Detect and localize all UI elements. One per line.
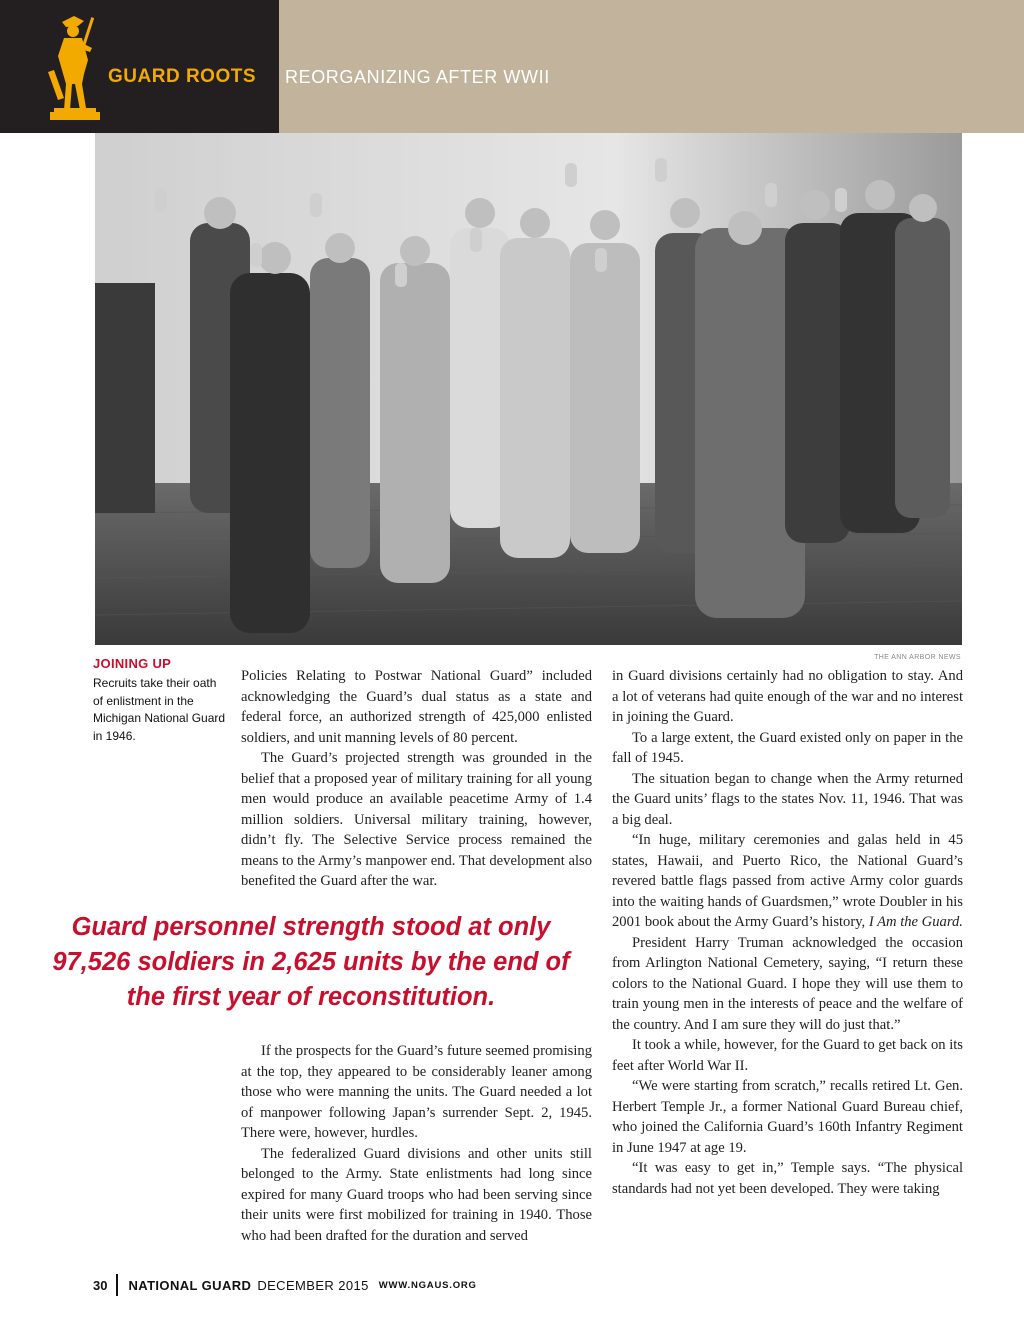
paragraph: Policies Relating to Postwar National Guard” included acknowledging the Guard’s dual status as a state and federal force, an authorized strength of 425,000 enlisted soldiers, and unit manning levels of 80 percent. [241,668,592,746]
paragraph: To a large extent, the Guard existed only on paper in the fall of 1945. [612,729,963,766]
paragraph: The federalized Guard divisions and other units still belonged to the Army. State enlistments had long since expired for many Guard troops who had been serving since their units were first mobilized for training in 1940. Those who had been drafted for the duration and served [241,1145,592,1244]
page-number: 30 [93,1277,108,1293]
caption-title: JOINING UP [93,656,172,671]
paragraph: The Guard’s projected strength was grounded in the belief that a proposed year of military training for all young men would produce an available peacetime Army of 1.4 million soldiers. Universal military training, however, didn’t fly. The Selective Service process remained the means to the Army’s manpower end. That development also benefited the Guard after the war. [241,750,592,889]
paragraph: in Guard divisions certainly had no obligation to stay. And a lot of veterans had quite enough of the war and no interest in joining the Guard. [612,668,963,725]
magazine-name: NATIONAL GUARD [128,1277,252,1293]
photo-credit: THE ANN ARBOR NEWS [874,654,961,661]
article-column-middle-top [241,666,592,892]
paragraph: It took a while, however, for the Guard to get back on its feet after World War II. [612,1037,963,1074]
paragraph: If the prospects for the Guard’s future seemed promising at the top, they appeared to be considerably leaner among those who were manning the units. The Guard needed a lot of manpower following Japan’s surrender Sept. 2, 1945. There were, however, hurdles. [241,1043,592,1141]
paragraph: “We were starting from scratch,” recalls retired Lt. Gen. Herbert Temple Jr., a former National Guard Bureau chief, who joined the California Guard’s 160th Infantry Regiment in June 1947 at age 19. [612,1078,963,1156]
issue-date: DECEMBER 2015 [257,1277,369,1293]
paragraph: President Harry Truman acknowledged the occasion from Arlington National Cemetery, saying, “I return these colors to the National Guard. I hope they will use them to train young men in the interests of peace and the welfare of the country. And I am sure they will do just that.” [612,934,963,1033]
article-column-middle-bottom [241,1041,592,1246]
caption-text: Recruits take their oath of enlistment in the Michigan National Guard in 1946. [93,676,226,743]
paragraph: The situation began to change when the Army returned the Guard units’ flags to the states Nov. 11, 1946. That was a big deal. [612,770,963,828]
page-footer [93,1275,477,1295]
section-subtitle: REORGANIZING AFTER WWII [285,67,550,87]
paragraph: “It was easy to get in,” Temple says. “The physical standards had not yet been developed. They were taking [612,1160,963,1197]
pull-quote: Guard personnel strength stood at only 97,526 soldiers in 2,625 units by the end of the first year of reconstitution. [52,913,570,1011]
website-link[interactable]: WWW.NGAUS.ORG [378,1279,477,1291]
section-label: GUARD ROOTS [108,66,256,87]
paragraph-with-book-title [612,830,963,933]
footer-divider [116,1274,118,1296]
enlistment-photo [95,133,962,645]
minuteman-icon [44,12,108,128]
article-column-right [612,666,963,1199]
book-title: I Am the Guard. [868,914,963,930]
paragraph: “In huge, military ceremonies and galas held in 45 states, Hawaii, and Puerto Rico, the National Guard’s revered battle flags passed from active Army color guards into the waiting hands of Guardsmen,” wrote Doubler in his 2001 book about the Army Guard’s history, [612,832,963,930]
